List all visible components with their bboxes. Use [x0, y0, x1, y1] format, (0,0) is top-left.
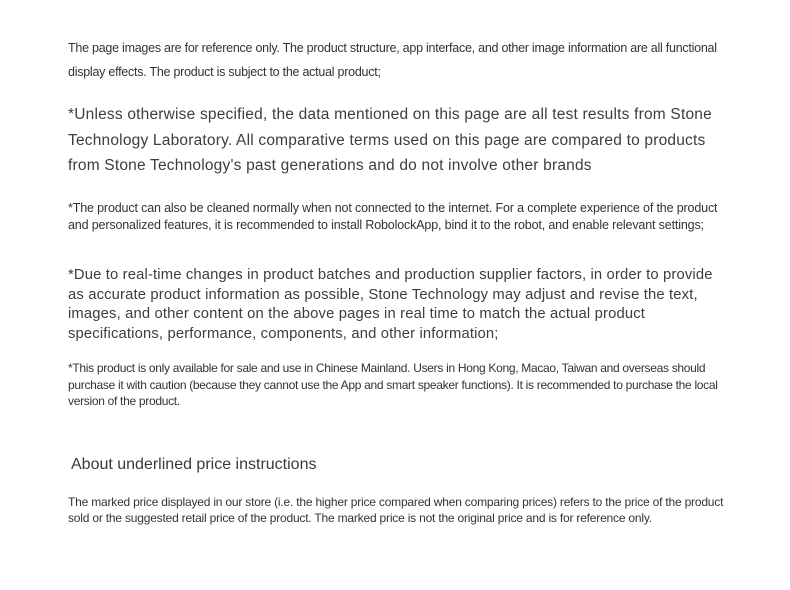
- region-notice: *This product is only available for sale and use in Chinese Mainland. Users in Hong Kong, Macao, Taiwan and overseas should purchase it with caution (because they cannot use the App and smart speaker functions). It is recommended to purchase the local version of the product.: [68, 361, 718, 408]
- offline-cleaning-notice: *The product can also be cleaned normally when not connected to the internet. For a complete experience of the product and personalized features, it is recommended to install RobolockApp, bind it to the robot, and enable relevant settings;: [68, 201, 718, 232]
- price-section-body: The marked price displayed in our store (i.e. the higher price compared when comparing prices) refers to the price of the product sold or the suggested retail price of the product. The marked price is not the original price and is for reference only.: [68, 495, 724, 525]
- reference-notice: The page images are for reference only. The product structure, app interface, and other image information are all functional display effects. The product is subject to the actual product;: [68, 41, 717, 79]
- price-section-heading: About underlined price instructions: [71, 456, 317, 473]
- realtime-changes-notice: *Due to real-time changes in product batches and production supplier factors, in order to provide as accurate product information as possible, Stone Technology may adjust and revise the text, images, and other content on the above pages in real time to match the actual product specifications, performance, components, and other information;: [68, 267, 713, 342]
- test-results-notice: *Unless otherwise specified, the data mentioned on this page are all test results from Stone Technology Laboratory. All comparative terms used on this page are compared to products from Stone Technology's past generations and do not involve other brands: [68, 106, 712, 174]
